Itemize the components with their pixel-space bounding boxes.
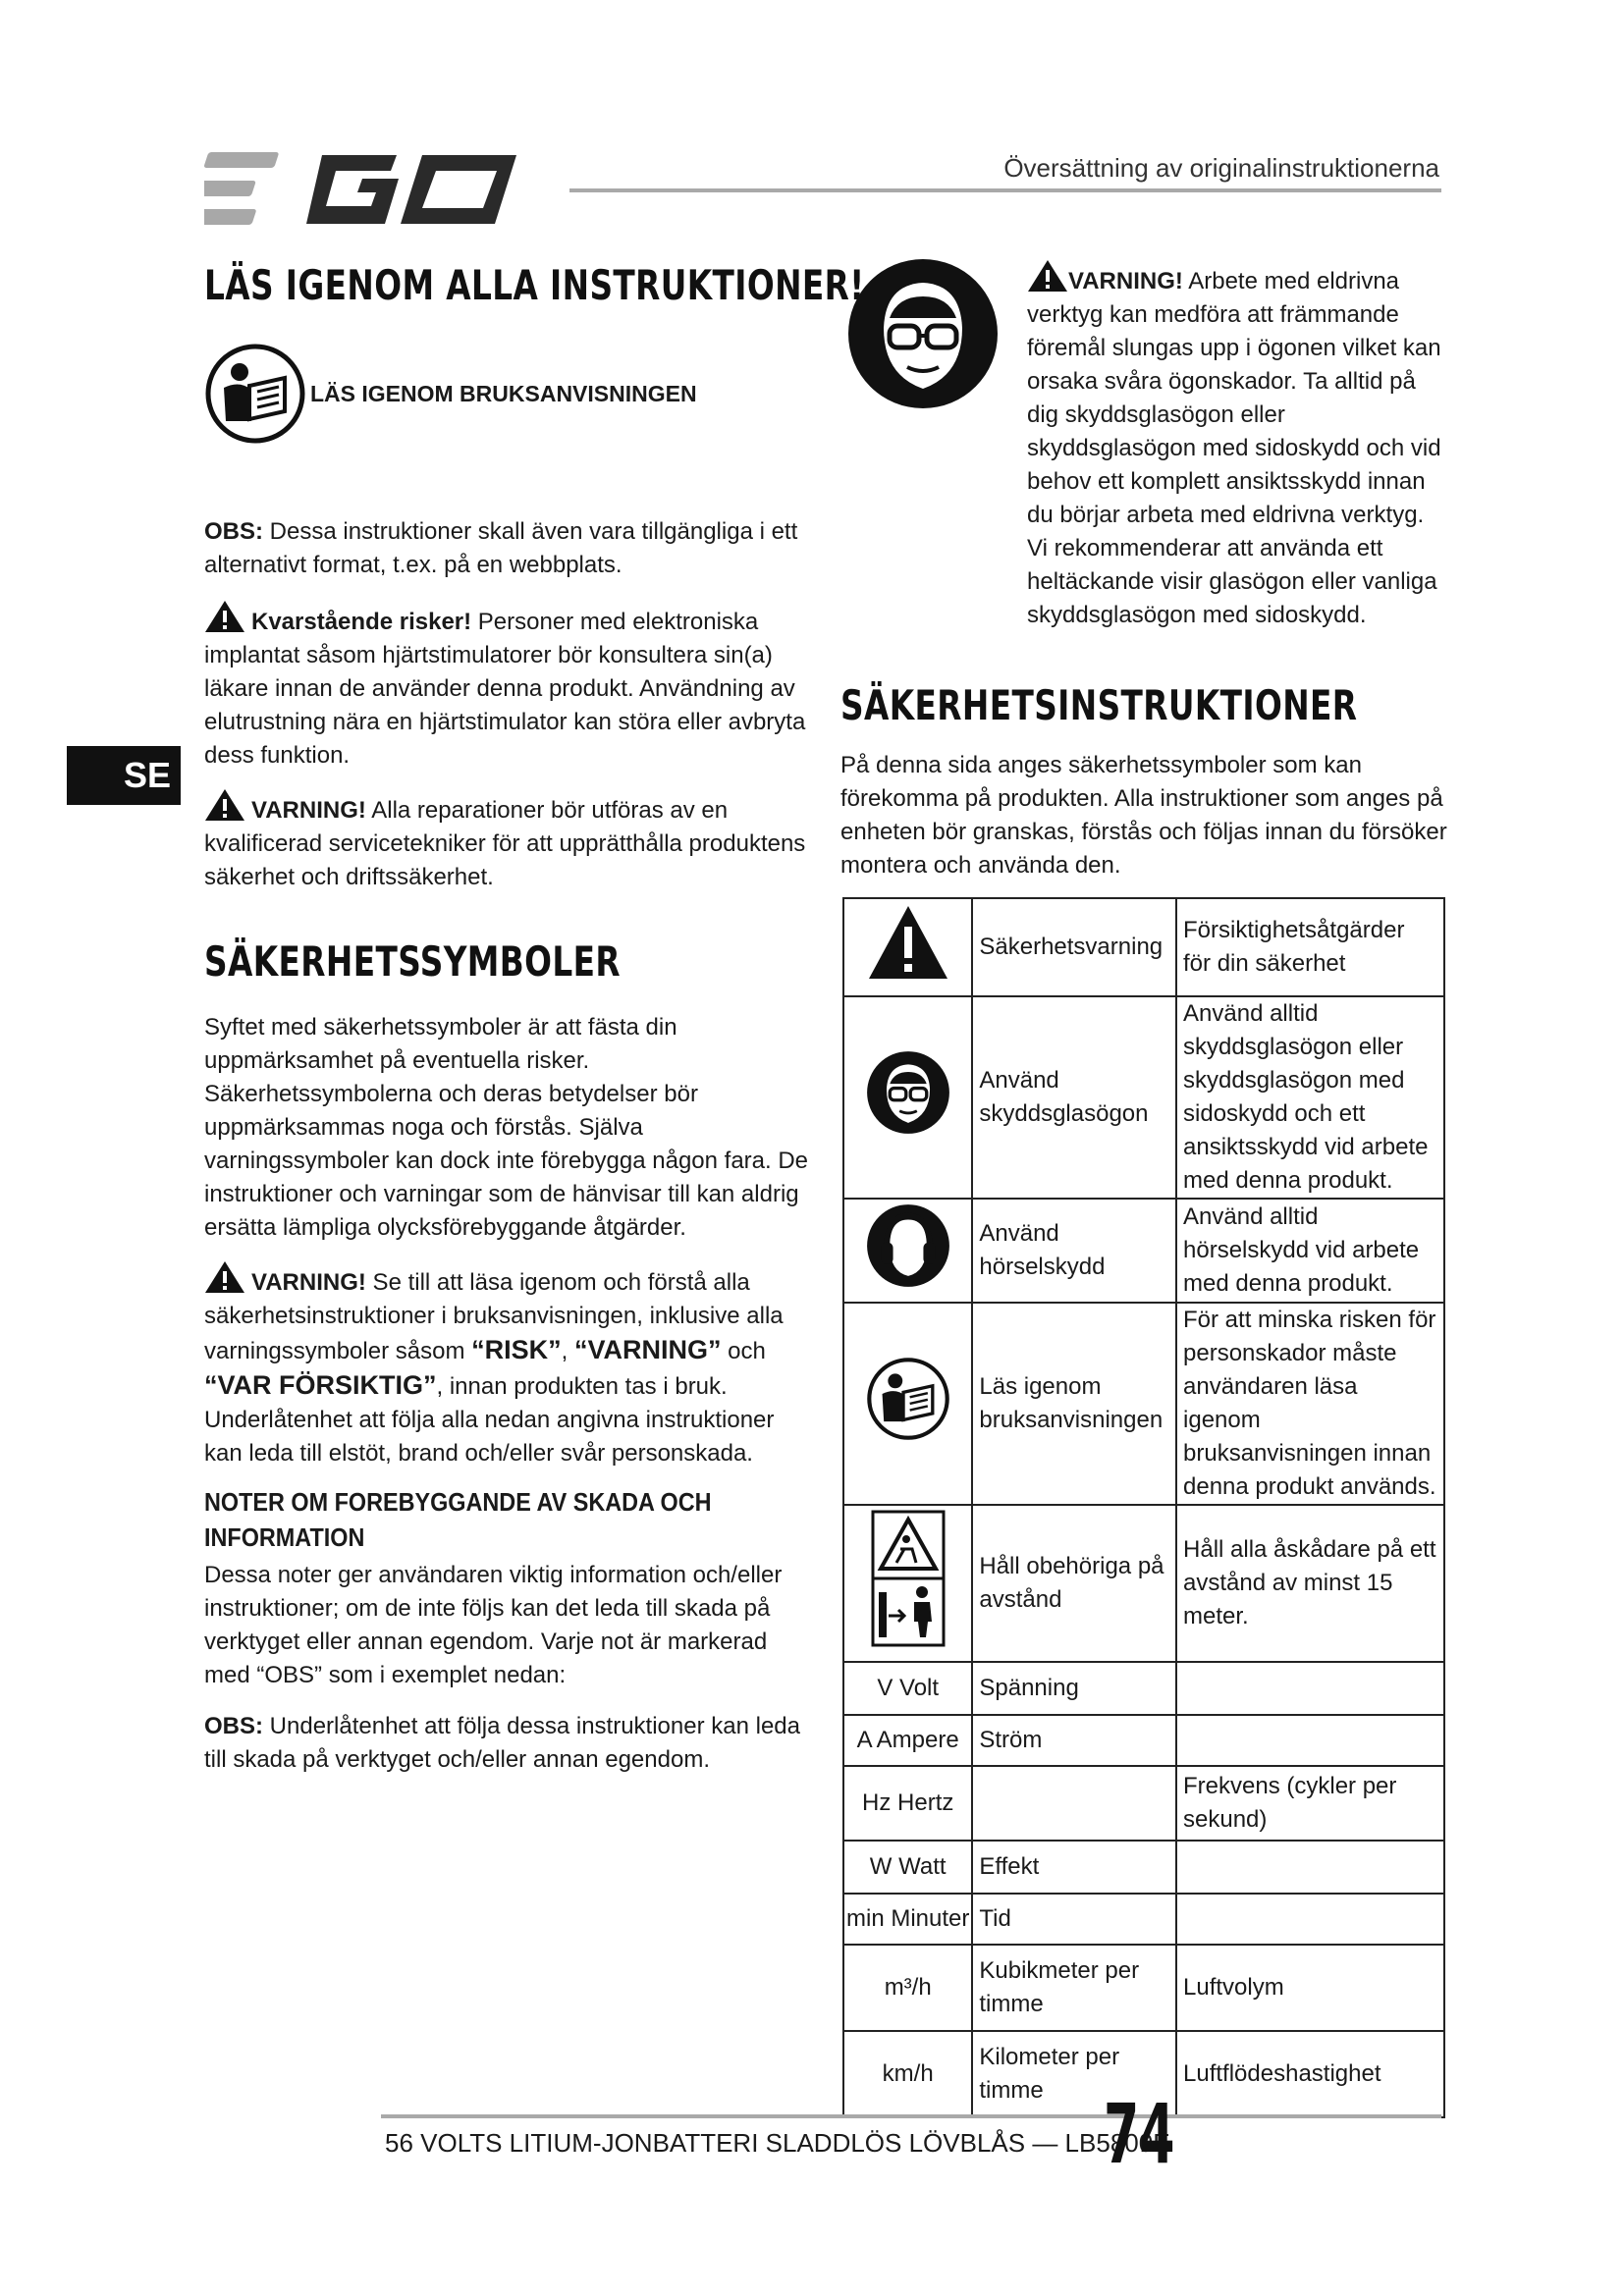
table-row (843, 996, 1444, 1199)
warning-triangle-icon (866, 903, 950, 982)
header-subtitle: Översättning av originalinstruktionerna (1003, 153, 1439, 183)
residual-risk-label: Kvarstående risker! (251, 609, 472, 635)
read-instructions-warning (204, 1260, 818, 1470)
repair-warning-label: VARNING! (251, 797, 366, 824)
unit-desc: Kubikmeter per timme (972, 1945, 1176, 2031)
unit-desc2 (1176, 1894, 1444, 1945)
unit-desc2 (1176, 1715, 1444, 1766)
symbol-cell (843, 996, 972, 1199)
read-instructions-text-a: Se till att läsa igenom och förstå alla säkerhetsinstruktioner i bruksanvisningen, inklusive alla varningssymboler såsom (204, 1269, 784, 1364)
symbol-cell (843, 1199, 972, 1303)
unit-symbol: W (869, 1853, 893, 1880)
symbol-name: Säkerhetsvarning (972, 898, 1176, 996)
unit-name: Volt (899, 1675, 940, 1701)
unit-cell (843, 2031, 972, 2117)
table-row (843, 1945, 1444, 2031)
unit-desc2 (1176, 1662, 1444, 1715)
read-instructions-label: VARNING! (251, 1269, 366, 1296)
brand-text: EGO (204, 147, 207, 148)
unit-symbol: m³/h (884, 1974, 932, 2001)
separator-comma: , (561, 1338, 574, 1364)
warning-triangle-icon (204, 1260, 245, 1294)
symbol-cell (843, 1303, 972, 1505)
warning-triangle-icon (204, 788, 245, 822)
read-manual-row (204, 343, 818, 445)
table-row (843, 1303, 1444, 1505)
symbol-desc: Använd alltid hörselskydd vid arbete med denna produkt. (1176, 1199, 1444, 1303)
footer-product-title: 56 VOLTS LITIUM-JONBATTERI SLADDLÖS LÖVBLÅS — LB5800E (385, 2128, 1170, 2158)
table-row (843, 898, 1444, 996)
unit-cell (843, 1766, 972, 1841)
left-column (204, 253, 865, 1777)
read-instructions-text-b: , innan produkten tas i bruk. Underlåtenhet att följa alla nedan angivna instruktioner kan leda till elstöt, brand och/eller svår personskada. (204, 1373, 775, 1467)
table-row (843, 1841, 1444, 1894)
safety-goggles-icon (866, 1050, 950, 1135)
unit-cell (843, 1945, 972, 2031)
language-tab: SE (67, 746, 181, 805)
unit-symbol: km/h (882, 2060, 934, 2087)
symbol-name: Använd hörselskydd (972, 1199, 1176, 1303)
obs-text: Dessa instruktioner skall även vara tillgängliga i ett alternativt format, t.ex. på en webbplats. (204, 518, 798, 578)
signal-word-var-forsiktig: “VAR FÖRSIKTIG” (204, 1370, 437, 1400)
unit-cell (843, 1662, 972, 1715)
damage-notes-text: Dessa noter ger användaren viktig information och/eller instruktioner; om de inte följs kan det leda till skada på verktyget eller annan egendom. Varje not är markerad med “OBS” som i exemplet nedan: (204, 1562, 783, 1688)
obs-text-2: Underlåtenhet att följa dessa instruktioner kan leda till skada på verktyget och/eller annan egendom. (204, 1713, 800, 1773)
page-number: 74 (1104, 2086, 1175, 2182)
unit-desc: Kilometer per timme (972, 2031, 1176, 2117)
signal-word-risk: “RISK” (471, 1335, 562, 1364)
obs-label: OBS: (204, 518, 263, 545)
safety-instructions-title: SÄKERHETSINSTRUKTIONER (840, 681, 1358, 729)
safety-instructions-text: På denna sida anges säkerhetssymboler som kan förekomma på produkten. Alla instruktioner som anges på enheten bör granskas, förstås och följas innan du försöker montera och använda den. (840, 752, 1447, 879)
eye-warning-body: Arbete med eldrivna verktyg kan medföra att främmande föremål slungas upp i ögonen vilket kan orsaka svåra ögonskador. Ta alltid på dig skyddsglasögon eller skyddsglasögon med sidoskydd och vid behov ett komplett ansiktsskydd innan du börjar arbeta med eldrivna verktyg. Vi rekommenderar att använda ett heltäckande visir glasögon eller vanliga skyddsglasögon med sidoskydd. (1027, 268, 1441, 628)
unit-desc (972, 1766, 1176, 1841)
repair-warning-text: Alla reparationer bör utföras av en kvalificerad servicetekniker för att upprätthålla produktens säkerhet och driftssäkerhet. (204, 797, 806, 890)
unit-name: Watt (898, 1853, 947, 1880)
unit-desc2: Luftvolym (1176, 1945, 1444, 2031)
safety-symbols-table (842, 897, 1445, 2118)
table-row (843, 1662, 1444, 1715)
obs-label-2: OBS: (204, 1713, 263, 1739)
keep-bystanders-away-icon (871, 1510, 946, 1647)
symbol-cell (843, 898, 972, 996)
unit-desc2: Luftflödeshastighet (1176, 2031, 1444, 2117)
unit-desc: Ström (972, 1715, 1176, 1766)
residual-risk-note (204, 600, 818, 773)
read-manual-label: LÄS IGENOM BRUKSANVISNINGEN (310, 380, 697, 406)
read-all-title: LÄS IGENOM ALLA INSTRUKTIONER! (204, 261, 865, 309)
header-rule (569, 188, 1441, 192)
unit-cell (843, 1841, 972, 1894)
table-row (843, 1715, 1444, 1766)
read-manual-icon (204, 343, 306, 445)
unit-name: Hertz (897, 1789, 954, 1816)
unit-desc: Tid (972, 1894, 1176, 1945)
unit-symbol: min (846, 1905, 885, 1932)
eye-warning-text (1027, 259, 1449, 632)
symbol-name: Använd skyddsglasögon (972, 996, 1176, 1199)
symbol-name: Håll obehöriga på avstånd (972, 1505, 1176, 1662)
unit-cell (843, 1715, 972, 1766)
eye-warning (1027, 259, 1449, 632)
unit-desc: Effekt (972, 1841, 1176, 1894)
table-row (843, 1894, 1444, 1945)
unit-desc2 (1176, 1841, 1444, 1894)
unit-name: Ampere (876, 1727, 959, 1753)
warning-triangle-icon (204, 600, 245, 633)
repair-warning (204, 788, 818, 894)
unit-desc2: Frekvens (cykler per sekund) (1176, 1766, 1444, 1841)
hearing-protection-icon (866, 1203, 950, 1288)
symbol-name: Läs igenom bruksanvisningen (972, 1303, 1176, 1505)
safety-symbols-title: SÄKERHETSSYMBOLER (204, 937, 622, 986)
eye-warning-label: VARNING! (1068, 268, 1183, 294)
table-row (843, 1766, 1444, 1841)
residual-risk-text: Personer med elektroniska implantat såsom hjärtstimulatorer bör konsultera sin(a) läkare innan de använder denna produkt. Användning av elutrustning nära en hjärtstimulator kan störa eller avbryta dess funktion. (204, 609, 806, 769)
obs-note-2 (204, 1710, 818, 1777)
signal-word-varning: “VARNING” (573, 1335, 722, 1364)
goggles-icon-large (846, 257, 1000, 415)
unit-symbol: A (856, 1727, 872, 1753)
warning-triangle-icon (1027, 259, 1068, 293)
unit-name: Minuter (891, 1905, 970, 1932)
read-manual-icon (866, 1357, 950, 1441)
obs-note-1 (204, 515, 818, 582)
table-row (843, 1199, 1444, 1303)
safety-instructions-section (840, 681, 1449, 882)
symbol-desc: Håll alla åskådare på ett avstånd av minst 15 meter. (1176, 1505, 1444, 1662)
damage-notes-heading: NOTER OM FOREBYGGANDE AV SKADA OCH INFORMATION (204, 1487, 712, 1552)
safety-symbols-text: Syftet med säkerhetssymboler är att fästa din uppmärksamhet på eventuella risker. Säkerhetssymbolerna och deras betydelser bör uppmärksammas noga och förstås. Själva varningssymboler kan dock inte förebygga någon fara. De instruktioner och varningar som de hänvisar till kan aldrig ersätta lämpliga olycksförebyggande åtgärder. (204, 1014, 809, 1241)
symbol-desc: Försiktighetsåtgärder för din säkerhet (1176, 898, 1444, 996)
unit-cell (843, 1894, 972, 1945)
ego-logo (204, 147, 538, 231)
separator-och: och (721, 1338, 766, 1364)
footer-rule (381, 2114, 1441, 2118)
unit-desc: Spänning (972, 1662, 1176, 1715)
symbol-desc: För att minska risken för personskador måste användaren läsa igenom bruksanvisningen innan denna produkt används. (1176, 1303, 1444, 1505)
symbol-desc: Använd alltid skyddsglasögon eller skyddsglasögon med sidoskydd och ett ansiktsskydd vid arbete med denna produkt. (1176, 996, 1444, 1199)
symbol-cell (843, 1505, 972, 1662)
unit-symbol: Hz (862, 1789, 892, 1816)
unit-symbol: V (877, 1675, 893, 1701)
table-row (843, 1505, 1444, 1662)
